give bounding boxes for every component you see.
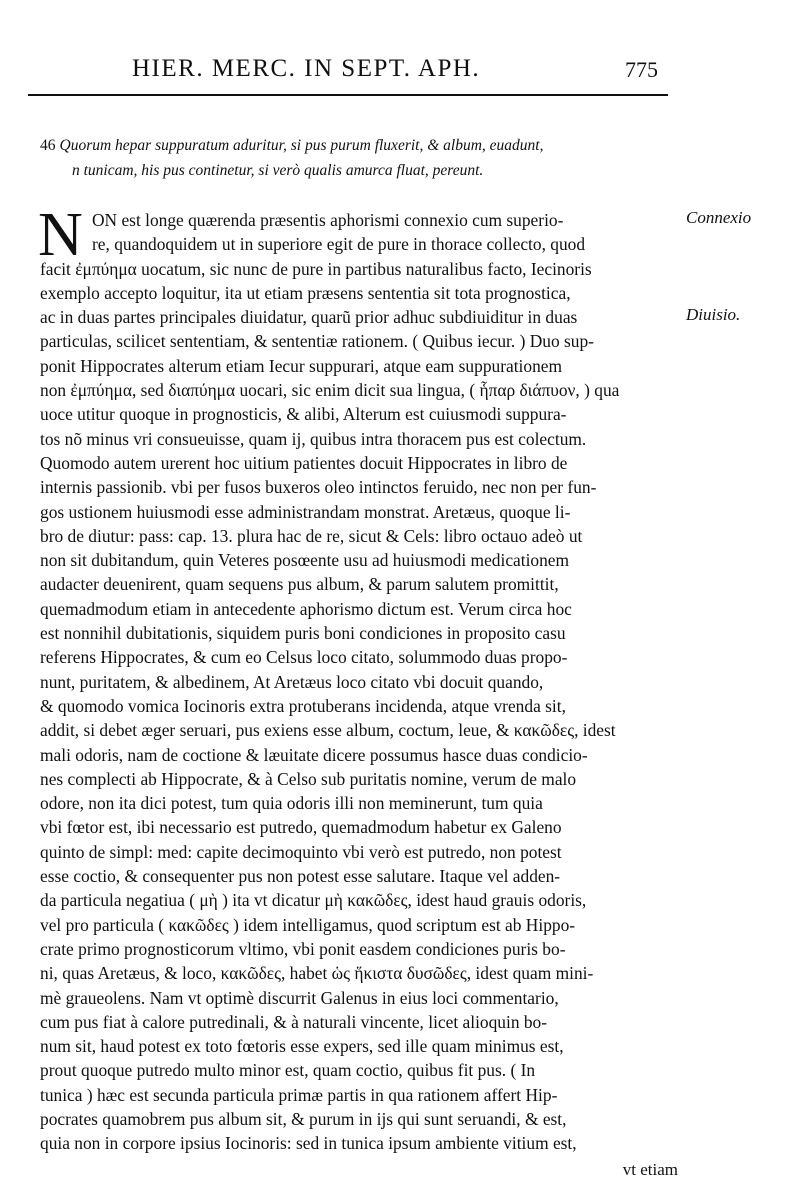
page-header bbox=[110, 55, 670, 91]
body-line: quia non in corpore ipsius Iocinoris: sed in tunica ipsum ambiente vitium est, bbox=[40, 1133, 577, 1154]
body-line: internis passionib. vbi per fusos buxeros oleo intinctos feruido, nec non per fun- bbox=[40, 477, 597, 498]
body-line: tunica ) hæc est secunda particula primæ partis in qua rationem affert Hip- bbox=[40, 1084, 558, 1105]
body-line: mali odoris, nam de coctione & læuitate dicere possumus hasce duas condicio- bbox=[40, 744, 588, 765]
body-line: mè graueolens. Nam vt optimè discurrit Galenus in eius loci commentario, bbox=[40, 987, 559, 1008]
body-line: non sit dubitandum, quin Veteres posœente usu ad huiusmodi medicationem bbox=[40, 550, 570, 571]
body-line: tos nõ minus vri consueuisse, quam ij, quibus intra thoracem pus est colectum. bbox=[40, 428, 587, 449]
body-line: gos ustionem huiusmodi esse administrandam monstrat. Aretæus, quoque li- bbox=[40, 501, 571, 522]
body-line: ON est longe quærenda præsentis aphorismi connexio cum superio- bbox=[92, 210, 564, 230]
margin-note-diuisio: Diuisio. bbox=[686, 305, 741, 324]
body-line: quinto de simpl: med: capite decimoquinto vbi verò est putredo, non potest bbox=[40, 841, 562, 862]
body-line: & quomodo vomica Iocinoris extra protuberans incidenda, atque vrenda sit, bbox=[40, 695, 566, 716]
body-line: ac in duas partes principales diuidatur, quarũ prior adhuc subdiuiditur in duas bbox=[40, 307, 578, 328]
body-line: nunt, puritatem, & albedinem, At Aretæus loco citato vbi docuit quando, bbox=[40, 671, 544, 692]
body-line: vbi fœtor est, ibi necessario est putredo, quemadmodum habetur ex Galeno bbox=[40, 817, 562, 838]
body-line: re, quandoquidem ut in superiore egit de pure in thorace collecto, quod bbox=[92, 234, 586, 255]
header-rule bbox=[28, 94, 668, 96]
body-line: crate primo prognosticorum vltimo, vbi ponit easdem condiciones puris bo- bbox=[40, 938, 566, 959]
body-line: referens Hippocrates, & cum eo Celsus loco citato, solummodo duas propo- bbox=[40, 647, 568, 668]
body-line: exemplo accepto loquitur, ita ut etiam præsens sententia sit tota prognostica, bbox=[40, 282, 571, 303]
body-line: num sit, haud potest ex toto fœtoris esse expers, sed ille quam minimus est, bbox=[40, 1036, 564, 1057]
body-line: facit ἐμπύημα uocatum, sic nunc de pure in partibus naturalibus facto, Iecinoris bbox=[40, 258, 592, 279]
body-line: ni, quas Aretæus, & loco, κακῶδες, habet ὡς ἥκιστα δυσῶδες, idest quam mini- bbox=[40, 963, 594, 984]
body-line: non ἐμπύημα, sed διαπύημα uocari, sic enim dicit sua lingua, ( ἧπαρ διάπυον, ) qua bbox=[40, 380, 620, 401]
body-line: esse coctio, & consequenter pus non potest esse salutare. Itaque vel adden- bbox=[40, 866, 561, 887]
drop-cap: N bbox=[38, 201, 83, 269]
aphorism-line bbox=[40, 133, 680, 158]
body-line: particulas, scilicet sententiam, & sententiæ rationem. ( Quibus iecur. ) Duo sup- bbox=[40, 331, 594, 352]
body-line: nes complecti ab Hippocrate, & à Celso sub puritatis nomine, verum de malo bbox=[40, 768, 577, 789]
body-line: est nonnihil dubitationis, siquidem puris boni condiciones in proposito casu bbox=[40, 623, 566, 644]
body-line: ponit Hippocrates alterum etiam Iecur suppurari, atque eam suppurationem bbox=[40, 355, 563, 376]
body-line: da particula negatiua ( μὴ ) ita vt dicatur μὴ κακῶδες, idest haud grauis odoris, bbox=[40, 890, 587, 911]
body-line: bro de diutur: pass: cap. 13. plura hac de re, sicut & Cels: libro octauo adeò ut bbox=[40, 525, 583, 546]
body-line: addit, si debet æger seruari, pus exiens esse album, coctum, leue, & κακῶδες, idest bbox=[40, 720, 616, 741]
body-line: vel pro particula ( κακῶδες ) idem intelligamus, quod scriptum est ab Hippo- bbox=[40, 914, 576, 935]
aphorism-line-2: n tunicam, his pus continetur, si verò qualis amurca fluat, pereunt. bbox=[72, 162, 484, 179]
running-title: HIER. MERC. IN SEPT. APH. bbox=[132, 55, 481, 82]
body-line: prout quoque putredo multo minor est, quam coctio, quibus fit pus. ( In bbox=[40, 1060, 536, 1081]
page-number: 775 bbox=[625, 57, 658, 82]
commentary-body bbox=[38, 201, 678, 1156]
catchword: vt etiam bbox=[622, 1160, 678, 1179]
body-line: odore, non ita dici potest, tum quia odoris illi non meminerunt, tum quia bbox=[40, 793, 543, 814]
body-line: cum pus fiat à calore putredinali, & à naturali vincente, licet alioquin bo- bbox=[40, 1011, 548, 1032]
margin-note-connexio: Connexio bbox=[686, 208, 752, 227]
body-line: Quomodo autem urerent hoc uitium patientes docuit Hippocrates in libro de bbox=[40, 452, 568, 473]
body-line: audacter deuenirent, quam sequens pus album, & parum salutem promittit, bbox=[40, 574, 559, 595]
body-line: quemadmodum etiam in antecedente aphorismo dictum est. Verum circa hoc bbox=[40, 598, 572, 619]
aphorism-text bbox=[40, 133, 680, 183]
body-line: pocrates quamobrem pus album sit, & purum in ijs qui sunt seruandi, & est, bbox=[40, 1108, 567, 1129]
aphorism-number: 46 bbox=[40, 137, 56, 154]
body-line: uoce utitur quoque in prognosticis, & alibi, Alterum est cuiusmodi suppura- bbox=[40, 404, 567, 425]
aphorism-line-1: Quorum hepar suppuratum aduritur, si pus purum fluxerit, & album, euadunt, bbox=[59, 137, 544, 154]
